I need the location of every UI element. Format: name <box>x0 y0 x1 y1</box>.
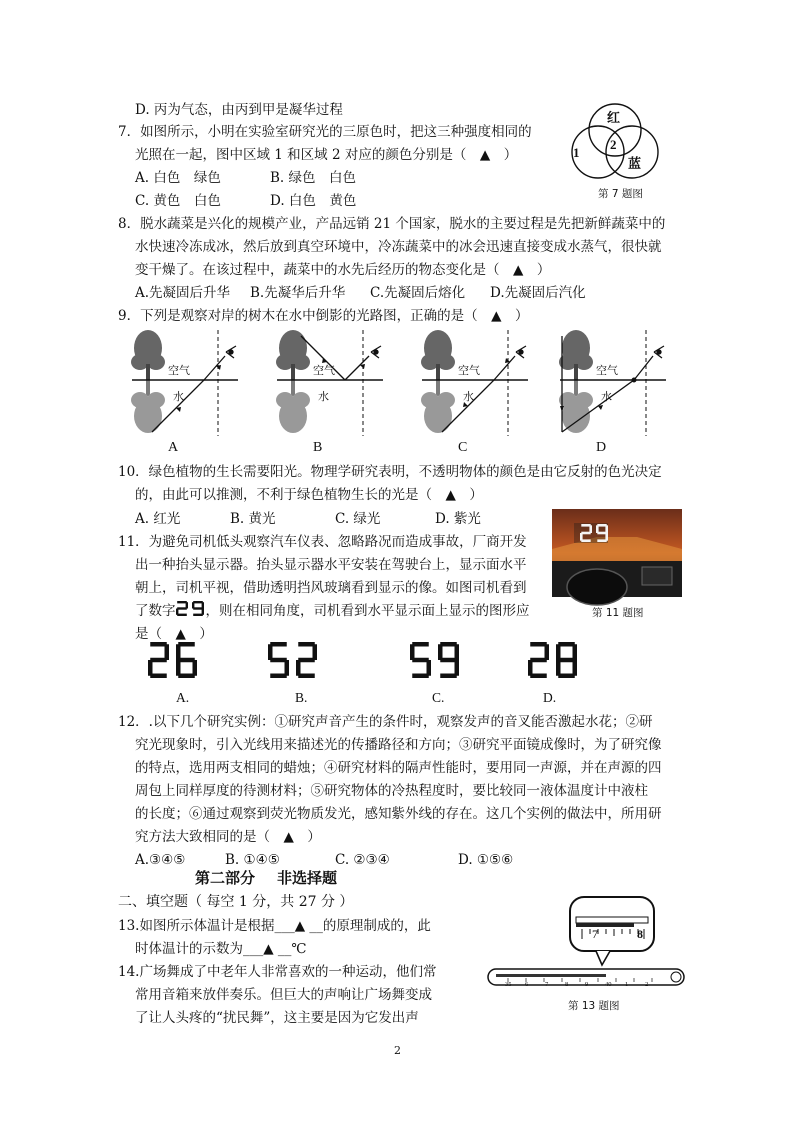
scale-label: 1 <box>625 981 629 988</box>
zoom-label-7: 7 <box>592 927 598 941</box>
tree-reflection-icon <box>421 380 455 433</box>
q7-option-c: C. 黄色 白色 <box>135 193 221 209</box>
q8-stem-2: 水快速冷冻成冰，然后放到真空环境中，冷冻蔬菜中的冰会迅速直接变成水蒸气，很快就 <box>135 239 662 255</box>
q11-stem-4b: ，则在相同角度，司机看到水平显示面上显示的图形应 <box>205 603 530 619</box>
hud-lcd-digits <box>580 524 608 542</box>
q6-option-d: D. 丙为气态，由丙到甲是凝华过程 <box>135 102 343 118</box>
q10-option-a: A. 红光 <box>135 511 181 527</box>
q14-stem-3: 了让人头疼的“扰民舞”，这主要是因为它发出声 <box>135 1010 419 1026</box>
part2-title: 第二部分 <box>195 869 256 887</box>
q12-stem-6: 究方法大致相同的是（ ▲ ） <box>135 829 321 845</box>
q7-option-a: A. 白色 绿色 <box>135 170 221 186</box>
tree-icon <box>421 330 455 380</box>
scale-label: 35 <box>505 981 512 988</box>
q13-stem-2: 时体温计的示数为___▲ __℃ <box>135 941 307 957</box>
q10-option-d: D. 紫光 <box>435 511 481 527</box>
q9-panel-d <box>548 328 678 438</box>
q12-option-b: B. ①④⑤ <box>225 852 280 868</box>
eye-icon <box>654 346 664 358</box>
q8-option-c: C.先凝固后熔化 <box>370 285 466 301</box>
tree-reflection-icon <box>276 380 310 433</box>
q9-label-d: D <box>596 440 607 455</box>
q12-option-a: A.③④⑤ <box>135 852 186 868</box>
hud-display-29 <box>580 524 610 544</box>
tree-icon <box>559 330 593 380</box>
q13-stem-1: 13.如图所示体温计是根据___▲ __的原理制成的，此 <box>118 918 431 934</box>
q11-option-d-label: D. <box>543 690 557 705</box>
q13-caption: 第 13 题图 <box>568 1000 620 1012</box>
q10-stem-1: 10．绿色植物的生长需要阳光。物理学研究表明，不透明物体的颜色是由它反射的色光决定 <box>118 464 662 480</box>
hud-photo <box>552 509 682 597</box>
q9-stem-1: 9．下列是观察对岸的树木在水中倒影的光路图，正确的是（ ▲ ） <box>118 308 529 324</box>
venn-label-1: 1 <box>573 145 580 160</box>
q9-panel-b <box>265 328 395 438</box>
label-water: 水 <box>318 391 329 403</box>
scale-label: 9 <box>585 981 589 988</box>
venn-label-2: 2 <box>610 137 617 152</box>
q7-stem-2: 光照在一起，图中区域 1 和区域 2 对应的颜色分别是（ ▲ ） <box>135 147 518 163</box>
q9-label-c: C <box>458 440 468 455</box>
eye-icon <box>516 346 526 358</box>
q8-option-b: B.先凝华后升华 <box>250 285 346 301</box>
q8-stem-3: 变干燥了。在该过程中，蔬菜中的水先后经历的物态变化是（ ▲ ） <box>135 262 551 278</box>
inline-lcd-29 <box>176 601 206 617</box>
inline-lcd-digits <box>176 601 204 616</box>
tree-reflection-icon <box>559 380 593 433</box>
q12-stem-5: 的长度；⑥通过观察到荧光物质发光，感知紫外线的存在。这几个实例的做法中，所用研 <box>135 806 662 822</box>
venn-label-red: 红 <box>607 110 621 125</box>
q12-stem-1: 12．.以下几个研究实例：①研究声音产生的条件时，观察发声的音叉能否激起水花；②研 <box>118 714 653 730</box>
q11-option-b-label: B. <box>295 690 308 705</box>
tree-icon <box>276 330 310 380</box>
scale-label: 7 <box>545 981 549 988</box>
q8-option-d: D.先凝固后汽化 <box>490 285 586 301</box>
label-air: 空气 <box>168 365 190 377</box>
q7-option-b: B. 绿色 白色 <box>270 170 357 186</box>
label-water: 水 <box>463 391 474 403</box>
label-air: 空气 <box>313 365 335 377</box>
q7-option-d: D. 白色 黄色 <box>270 193 357 209</box>
q11-stem-4a: 了数字 <box>135 603 176 619</box>
label-air: 空气 <box>596 365 618 377</box>
q12-stem-2: 究光现象时，引入光线用来描述光的传播路径和方向；③研究平面镜成像时，为了研究像 <box>135 737 662 753</box>
q12-option-c: C. ②③④ <box>335 852 390 868</box>
q11-stem-4 <box>135 601 530 621</box>
q9-label-b: B <box>313 440 323 455</box>
zoom-label-8: 8 <box>637 927 643 941</box>
scale-label: 40 <box>605 981 612 988</box>
q14-stem-2: 常用音箱来放伴奏乐。但巨大的声响让广场舞变成 <box>135 987 432 1003</box>
eye-icon <box>226 346 236 358</box>
label-water: 水 <box>601 391 612 403</box>
q10-option-b: B. 黄光 <box>230 511 276 527</box>
q11-option-a-label: A. <box>176 690 190 705</box>
q11-option-c-label: C. <box>432 690 445 705</box>
tree-reflection-icon <box>131 380 165 433</box>
section-fill-blanks-heading: 二、填空题（ 每空 1 分，共 27 分 ） <box>118 894 354 910</box>
venn-label-blue: 蓝 <box>628 156 642 171</box>
q11-caption: 第 11 题图 <box>592 607 644 619</box>
q12-stem-4: 周包上同样厚度的待测材料；⑤研究物体的冷热程度时，要比较同一液体温度计中液柱 <box>135 783 648 799</box>
q9-label-a: A <box>168 440 179 455</box>
light-ray <box>301 336 369 380</box>
q11-stem-3: 朝上，司机平视，借助透明挡风玻璃看到显示的像。如图司机看到 <box>135 580 527 596</box>
q10-option-c: C. 绿光 <box>335 511 381 527</box>
tree-icon <box>131 330 165 380</box>
scale-label: 8 <box>565 981 569 988</box>
part2-subtitle: 非选择题 <box>277 869 338 887</box>
label-water: 水 <box>173 391 184 403</box>
q12-stem-3: 的特点，选用两支相同的蜡烛；④研究材料的隔声性能时，要用同一声源，并在声源的四 <box>135 760 662 776</box>
q9-panel-a <box>120 328 250 438</box>
part2-heading <box>195 867 359 888</box>
scale-label: 6 <box>525 981 529 988</box>
page-number: 2 <box>394 1044 401 1057</box>
q8-stem-1: 8．脱水蔬菜是兴化的规模产业，产品远销 21 个国家，脱水的主要过程是先把新鲜蔬菜中的 <box>118 216 666 232</box>
q11-stem-1: 11．为避免司机低头观察汽车仪表、忽略路况而造成事故，厂商开发 <box>118 534 527 550</box>
q7-stem-1: 7．如图所示，小明在实验室研究光的三原色时，把这三种强度相同的 <box>118 124 532 140</box>
q11-stem-5: 是（ ▲ ） <box>135 626 213 642</box>
q9-panel-c <box>410 328 540 438</box>
eye-icon <box>371 346 381 358</box>
scale-label: 2 <box>645 981 649 988</box>
label-air: 空气 <box>458 365 480 377</box>
q14-stem-1: 14.广场舞成了中老年人非常喜欢的一种运动，他们常 <box>118 964 437 980</box>
q10-stem-2: 的，由此可以推测，不利于绿色植物生长的光是（ ▲ ） <box>135 487 483 503</box>
q7-caption: 第 7 题图 <box>598 188 643 200</box>
q11-stem-2: 出一种抬头显示器。抬头显示器水平安装在驾驶台上，显示面水平 <box>135 557 527 573</box>
q8-option-a: A.先凝固后升华 <box>135 285 231 301</box>
q12-option-d: D. ①⑤⑥ <box>458 852 514 868</box>
